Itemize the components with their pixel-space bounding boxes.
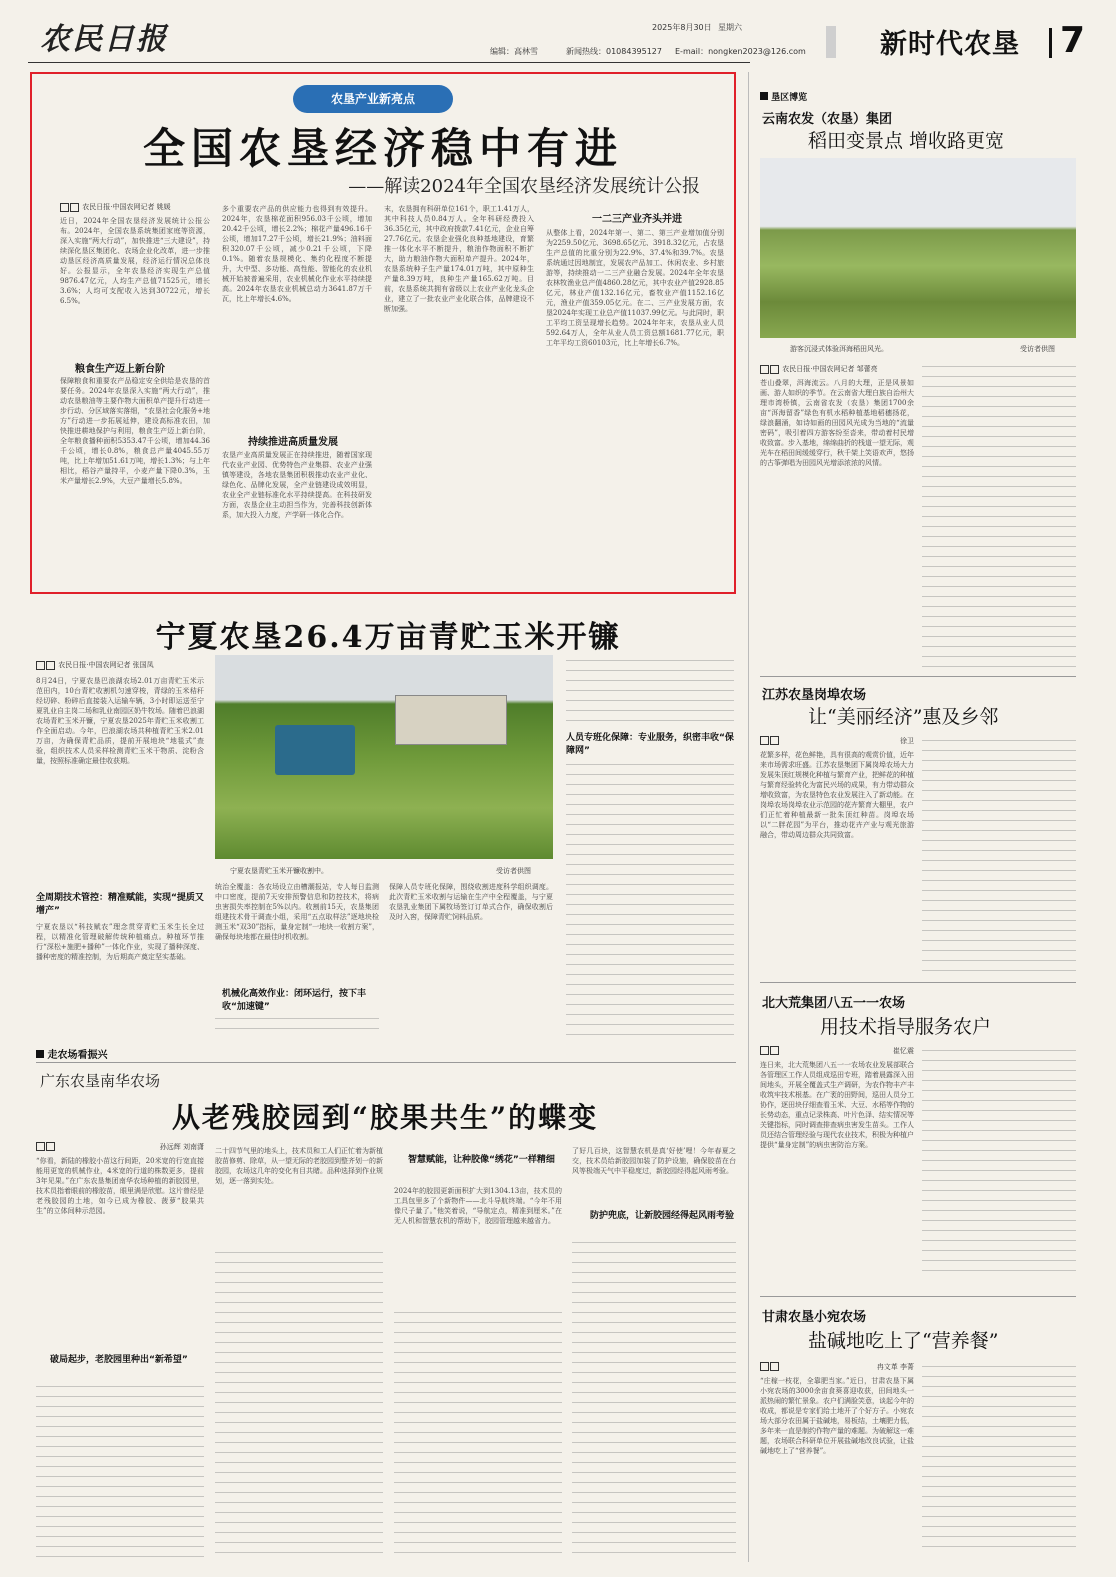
- story2-byline: 农民日报·中国农网记者 张国凤: [36, 660, 154, 670]
- story2-subhead-1: 全周期技术管控：精准赋能，实现“提质又增产”: [36, 893, 204, 916]
- story2-caption: 宁夏农垦青贮玉米开镰收割中。: [230, 867, 328, 875]
- lead-col4-text: 从整体上看，2024年第一、第二、第三产业增加值分别为2259.50亿元、3698.65亿元、3918.32亿元，占农垦生产总值的比重分别为22.9%、37.4%和39.7%。农垦系统通过因地制宜，发展农产品加工、休闲农业、乡村旅游等，持续推动一二三产业融合发展。2024年全年农垦农林牧渔业总产值4860.28亿元，其中农业产值2928.85亿元，林业产值132.16亿元，畜牧业产值1152.16亿元，渔业产值359.05亿元。在二、三产业发展方面，农垦2024年实现工业总产值11037.99亿元。与此同时，职工平均工资呈现增长趋势。2024年年末，农垦从业人员592.64万人，全年从业人员工资总额1681.77亿元，职工年平均工资60103元，比上年增长6.7%。: [546, 229, 724, 347]
- side1-company: 云南农发（农垦）集团: [762, 112, 893, 127]
- side1-text: 苍山叠翠，洱海流云。八月的大理，正是风景如画、游人如织的季节。在云南省大理白族自治州大理市湾桥镇，云南省农发（农垦）集团1700余亩“洱海留香”绿色有机水稻种植基地稻穗扬花，绿浪翻涌，如诗如画的田园风光成为当地的“流量密码”，吸引着四方游客纷至沓来，带动着村民增收致富。步入基地，绵绵曲折的栈道一望无际，观光车在稻田间缓缓穿行，秋千架上笑语欢声，悠扬的古筝弹唱为田园风光增添浓浓的风情。: [760, 379, 914, 467]
- bullet-icon: [770, 365, 779, 374]
- story2-photo-credit: 受访者供图: [496, 867, 531, 875]
- contact-email: E-mail：nongken2023@126.com: [675, 47, 806, 56]
- harvester-shape: [275, 725, 355, 775]
- section-title: 新时代农垦: [880, 29, 1020, 60]
- story2-photo: [215, 655, 553, 859]
- lead-story-tag: [293, 85, 453, 113]
- story2-text-4: 保障人员专班化保障，围绕收割进度科学组织调度。此次青贮玉米收割与运输在生产中全程覆盖，与宁夏农垦乳业集团下属牧场签订订单式合作，确保收割后及时入窖，保障青贮饲料品质。: [389, 883, 553, 921]
- story3-subhead-1: 破局起步，老胶园里种出“新希望”: [50, 1355, 188, 1365]
- page-number: 7: [1060, 20, 1086, 61]
- story2-subhead-2: 机械化高效作业：闭环运行，按下丰收“加速键”: [222, 989, 367, 1012]
- story2-text-2: 宁夏农垦以“科技赋农”理念贯穿青贮玉米生长全过程，以精准化管理破解传统种植痛点。种植环节推行“深松+施肥+播种”一体化作业，实现了播种深度、播种密度的精准控制，为后期高产奠定坚实基础。: [36, 923, 204, 961]
- story3-subhead-2: 智慧赋能，让种胶像“绣花”一样精细: [408, 1155, 555, 1165]
- side1-kicker: 垦区博览: [760, 90, 807, 103]
- story3-rule: [36, 1062, 736, 1063]
- side3-text: 连日来，北大荒集团八五一一农场农业发展部联合各管理区工作人员组成巡田专班，踏着晨露深入田间地头，开展全覆盖式生产调研，为农作物丰产丰收筑牢技术根基。在广袤的田野间，巡田人员分工协作，逐田块仔细查看玉米、大豆、水稻等作物的长势动态，重点记录株高、叶片色泽、结实情况等关键指标，同时调查排查病虫害发生苗头。工作人员还结合管理经验与现代农业技术，积极为种植户提供“量身定制”的病虫害防治方案。: [760, 1061, 914, 1149]
- bullet-icon: [36, 661, 45, 670]
- lead-story-tag-text: 农垦产业新亮点: [330, 92, 415, 106]
- issue-date: 2025年8月30日: [652, 23, 712, 32]
- bullet-icon: [770, 1046, 779, 1055]
- side4-title: 甘肃农垦小宛农场: [762, 1310, 867, 1325]
- lead-col2-text: 多个重要农产品的供应能力也得到有效提升。2024年，农垦棉花面积956.03千公顷，增加20.42千公顷，增长2.2%；棉花产量496.16千公顷，增加17.27千公顷，增长21.9%；油料面积320.07千公顷，减少0.21千公顷，下降0.1%。随着农垦规模化、集约化程度不断提升，大中型、多功能、高性能、智能化的农业机械开始被普遍采用，农业机械化作业水平持续提高。2024年农垦农业机械总动力3641.87万千瓦，比上年增长4.6%。: [222, 205, 372, 303]
- side3-title: 北大荒集团八五一一农场: [762, 996, 906, 1011]
- story3-text-3: 2024年的胶园更新面积扩大到1304.13亩，技术员的工具包里多了个新物件——北斗导航终端。“今年不用像尺子量了。”他笑着说，“导航定点，精准到厘米。”在无人机和智慧农机的帮助下，胶园管理越来越省力。: [394, 1187, 562, 1225]
- side2-subtitle: 让“美丽经济”惠及乡邻: [808, 706, 999, 728]
- side4-text-continued: [922, 1366, 1076, 1556]
- square-icon: [36, 1050, 44, 1058]
- side1-caption: 游客沉浸式体验洱海稻田风光。: [790, 345, 888, 353]
- side4-subtitle: 盐碱地吃上了“营养餐”: [808, 1330, 999, 1352]
- story3-byline: 孙远辉 刘南潇: [36, 1142, 204, 1152]
- truck-shape: [395, 695, 507, 745]
- story3-col2-cont: [215, 1252, 383, 1562]
- story3-kicker: 走农场看振兴: [36, 1046, 107, 1061]
- story3-col3-cont: [394, 1312, 562, 1562]
- side4-byline: 冉文革 李菁: [760, 1362, 914, 1372]
- masthead: [0, 0, 1116, 66]
- bullet-icon: [46, 661, 55, 670]
- side1-title: 稻田变景点 增收路更宽: [808, 130, 1005, 152]
- story2-text-3: 统治全覆盖：各农场设立由槽潮报站，专人每日监测中口密度，提前7天安排预警信息和防控技术，将病虫害损失率控制在5%以内。收割前15天，农垦集团组建技术骨干调查小组，采用“五点取样法”逐地块检测玉米“双30”指标，量身定制“一地块一收割方案”，确保每块地都在最佳时机收割。: [215, 883, 379, 941]
- story3-text-4: 了好几百块，这智慧农机是真‘好使’哩！今年春夏之交，技术员给新胶园加装了防护设施，确保胶苗在台风等极端天气中平稳度过，新胶园经得起风雨考验。: [572, 1147, 736, 1175]
- news-hotline: 新闻热线：01084395127: [566, 47, 662, 56]
- story2-col4-text: [566, 660, 734, 726]
- story3-col4-cont: [572, 1242, 736, 1562]
- bullet-icon: [770, 736, 779, 745]
- masthead-bar: [826, 26, 836, 58]
- paper-name: 农民日报: [40, 22, 168, 57]
- bullet-icon: [36, 1142, 45, 1151]
- lead-subhead-2: 持续推进高质量发展: [248, 437, 338, 448]
- lead-subhead-3: 一二三产业齐头并进: [592, 214, 682, 225]
- bullet-icon: [760, 365, 769, 374]
- lead-col3-text: 末，农垦拥有科研单位161个，职工1.41万人，其中科技人员0.84万人。全年科研经费投入36.35亿元，其中政府拨款7.41亿元，企业自筹27.76亿元。农垦企业强化良种基地建设，育繁推一体化水平不断提升，粮油作物面积不断扩大，助力粮油作物大面积单产提升。2024年，农垦系统种子生产量174.01万吨，其中原种生产量8.39万吨，良种生产量165.62万吨。目前，农垦系统共拥有省级以上农业产业化龙头企业，建立了一批农业产业化联合体，品牌建设不断加强。: [384, 205, 534, 313]
- story3-headline: 从老残胶园到“胶果共生”的蝶变: [171, 1101, 599, 1134]
- story3-text-2: 二十四节气里的地头上，技术员和工人们正忙着为新植胶苗修剪、除草，从一望无际的老胶园到整齐划一的新胶园，农场这几年的变化有目共睹。品种选择到作业规划，逐一落到实处。: [215, 1147, 383, 1185]
- lead-subheadline: ——解读2024年全国农垦经济发展统计公报: [348, 176, 700, 197]
- lead-col1-text-b: 保障粮食和重要农产品稳定安全供给是农垦的首要任务。2024年农垦深入实施“两大行动”，推动农垦粮油等主要作物大面积单产提升行动进一步行动、分区域落实落细，“农垦社会化服务+地方”行动进一步拓展延伸，建设高标准农田，加快推进耕地保护与利用，粮食生产迈上新台阶，全年粮食播种面积5353.47千公顷，增加44.36千公顷，增长0.8%，粮食总产量4045.55万吨，比上年增加51.61万吨，增长1.3%；与上年相比，稻谷产量持平，小麦产量下降0.3%，玉米产量增长2.9%，大豆产量增长5.8%。: [60, 377, 210, 485]
- bullet-icon: [70, 203, 79, 212]
- square-icon: [760, 92, 768, 100]
- side1-photo-credit: 受访者供图: [1020, 345, 1055, 353]
- side1-photo: [760, 158, 1076, 338]
- page-number-divider: [1049, 28, 1052, 58]
- story2-subhead-3: 人员专班化保障：专业服务，织密丰收“保障网”: [566, 733, 734, 756]
- lead-col1-text: 近日，2024年全国农垦经济发展统计公报公布。2024年，全国农垦系统集团家庭等资源，深入实施“两大行动”，加快推进“三大建设”，持续深化垦区集团化、农场企业化改革，进一步推动垦区经济高质量发展，经济运行情况总体良好。公报显示，全年农垦经济实现生产总值9876.47亿元，人均生产总值71525元，增长3.6%；人均可支配收入达到30722元，增长6.5%。: [60, 217, 210, 305]
- bullet-icon: [770, 1362, 779, 1371]
- bullet-icon: [46, 1142, 55, 1151]
- right-column-divider: [748, 72, 749, 1562]
- story3-col1-cont: [36, 1386, 204, 1562]
- side3-subtitle: 用技术指导服务农户: [820, 1016, 992, 1038]
- bullet-icon: [760, 1362, 769, 1371]
- story3-text: “你看，新陆的橡胶小苗这行间距，20米宽的行宽直接能用更宽的机械作业，4米宽的行道的株数更多，提前3年见果。”在广东农垦集团南华农场种植的新胶园里，技术员指着眼前的橡胶苗，眼里满是欣慰。这片曾经是老残胶园的土地，如今已成为橡胶、菠萝“胶果共生”的立体间种示范园。: [36, 1157, 204, 1215]
- story3-subhead-3: 防护兜底，让新胶园经得起风雨考验: [590, 1211, 735, 1221]
- side2-text-continued: [922, 740, 1076, 972]
- side3-text-continued: [922, 1050, 1076, 1278]
- lead-byline: 农民日报·中国农网记者 姚媛: [60, 202, 171, 212]
- page-editor: 编辑：高林雪: [490, 47, 538, 56]
- story2-text: 8月24日，宁夏农垦巴浪湖农场2.01万亩青贮玉米示范田内，10台青贮收割机匀速穿梭，青绿的玉米秸秆经切碎、粉碎后直接装入运输车辆，3小时即运送至宁夏乳业自主岗二场和乳业南园区奶牛牧场。随着巴浪湖农场青贮玉米开镰，宁夏农垦2025年青贮玉米收割工作全面启动。今年，巴浪湖农场共种植青贮玉米2.01万亩，为确保青贮品质，提前开展地块“地毯式”查验，组织技术人员采样检测青贮玉米干物质、淀粉含量，按照标准确定最佳收获期。: [36, 677, 204, 765]
- side1-text-continued: [922, 366, 1076, 668]
- side2-title: 江苏农垦岗埠农场: [762, 688, 867, 703]
- story2-col4-text-b: [566, 764, 734, 1038]
- issue-weekday: 星期六: [718, 23, 742, 32]
- bullet-icon: [60, 203, 69, 212]
- story3-company: 广东农垦南华农场: [40, 1072, 161, 1090]
- side4-text: “庄稼一枝花，全靠肥当家。”近日，甘肃农垦下属小宛农场的3000余亩食葵喜迎收获，田间地头一派热闹的繁忙景象。农户们满脸笑意，谈起今年的收成，都说是专家们给土地开了个好方子。小宛农场大部分农田属于盐碱地，易板结，土壤肥力低，多年来一直是制约作物产量的难题。为破解这一难题，农场联合科研单位开展盐碱地改良试验，让盐碱地吃上了“营养餐”。: [760, 1377, 914, 1455]
- story2-text-3-cont: [215, 1018, 379, 1038]
- side3-rule: [760, 1296, 1076, 1297]
- lead-headline: 全国农垦经济稳中有进: [142, 124, 623, 173]
- side2-byline: 徐卫: [760, 736, 914, 746]
- side1-byline: 农民日报·中国农网记者 邹蕾亮: [760, 364, 878, 374]
- lead-subhead-1: 粮食生产迈上新台阶: [75, 364, 165, 375]
- story2-headline: 宁夏农垦26.4万亩青贮玉米开镰: [155, 620, 621, 655]
- side2-rule: [760, 982, 1076, 983]
- bullet-icon: [760, 736, 769, 745]
- side3-byline: 崔忆震: [760, 1046, 914, 1056]
- side2-text: 花繁多样，花色鲜艳，具有很高的观赏价值，近年来市场需求旺盛。江苏农垦集团下属岗埠农场大力发展朱顶红规模化种植与繁育产业，把鲜花的种植与繁育经验转化为富民兴场的成果，有力带动群众增收致富，为农垦特色农业发展注入了新动能。在岗埠农场岗埠农业示范园的花卉繁育大棚里，农户们正忙着种植最新一批朱顶红种苗。岗埠农场以“二胖花园”为平台，推动花卉产业与观光旅游融合，带动周边群众共同致富。: [760, 751, 914, 839]
- masthead-rule: [28, 62, 750, 63]
- side1-rule: [760, 676, 1076, 677]
- bullet-icon: [760, 1046, 769, 1055]
- lead-col2-text-b: 农垦产业高质量发展正在持续推进，随着国家现代农业产业园、优势特色产业集群、农业产业强镇等建设，各地农垦集团积极推动农业产业化、绿色化、品牌化发展，全产业链建设成效明显，农业全产业链标准化水平持续提高。在科技研发方面，农垦企业主动担当作为，完善科技创新体系，加大投入力度，产学研一体化合作。: [222, 451, 372, 519]
